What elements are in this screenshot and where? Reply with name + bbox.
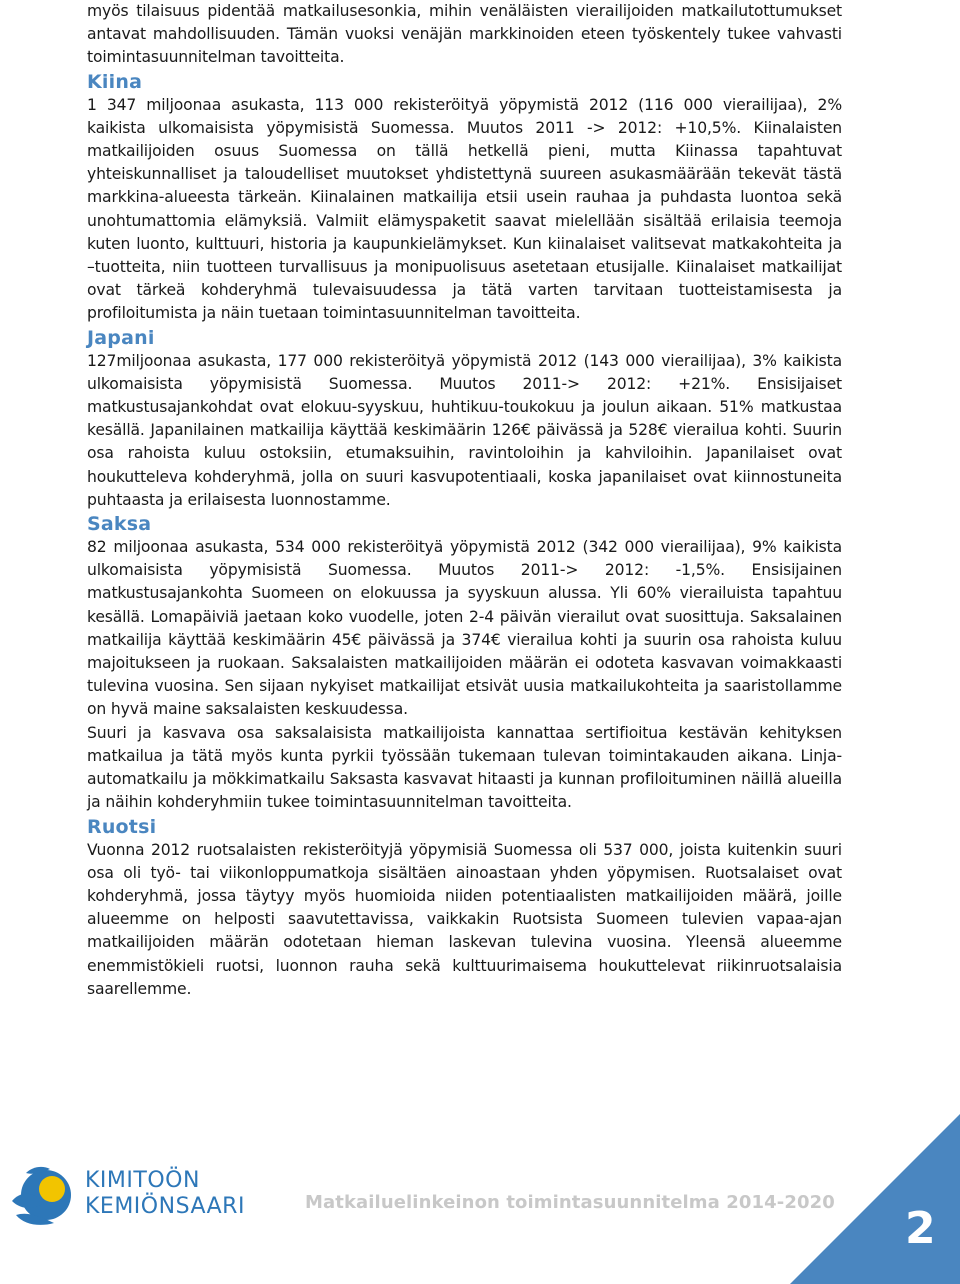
paragraph-kiina: 1 347 miljoonaa asukasta, 113 000 rekisteröityä yöpymistä 2012 (116 000 vierailijaa), 2% kaikista ulkomaisista yöpymisistä Suomessa. Muutos 2011 -> 2012: +10,5%. Kiinalaisten matkailijoiden osuus Suomessa on tällä hetkellä pieni, mutta Kiinassa tapahtuvat yhteiskunnalliset ja taloudelliset muutokset yhdistettynä suureen asukasmäärään tekevät tästä markkina-alueesta tärkeän. Kiinalainen matkailija etsii usein rauhaa ja puhdasta luontoa sekä unohtumattomia elämyksiä. Valmiit elämyspaketit saavat mielellään sisältää erilaisia teemoja kuten luonto, kulttuuri, historia ja kaupunkielämykset. Kun kiinalaiset valitsevat matkakohteita ja –tuotteita, niin tuotteen turvallisuus ja monipuolisuus asetetaan etusijalle. Kiinalaiset matkailijat ovat tärkeä kohderyhmä tulevaisuudessa ja tätä varten tarvitaan tuotteistamisesta ja profiloitumista ja näin tuetaan toimintasuunnitelman tavoitteita.: [87, 95, 842, 323]
logo-text-kimitoon: KIMITOÖN: [85, 1168, 200, 1193]
paragraph-saksa-1: 82 miljoonaa asukasta, 534 000 rekisteröityä yöpymistä 2012 (342 000 vierailijaa), 9% kaikista ulkomaisista yöpymisistä Suomessa. Muutos 2011-> 2012: -1,5%. Ensisijainen matkustusajankohta Suomeen on elokuussa ja syyskuun alussa. Yli 60% vierailuista tapahtuu kesällä. Lomapäiviä jaetaan koko vuodelle, joten 2-4 päivän vierailut ovat suosittuja. Saksalainen matkailija käyttää keskimäärin 45€ päivässä ja 374€ vierailua kohti ja suurin osa rahoista kuluu majoitukseen ja ruokaan. Saksalaisten matkailijoiden määrän ei odoteta kasvavan voimakkaasti tulevina vuosina. Sen sijaan nykyiset matkailijat etsivät uusia matkailukohteita ja saaristollamme on hyvä maine saksalaisten keskuudessa.: [87, 538, 842, 719]
logo-text-kemionsaari: KEMIÖNSAARI: [85, 1194, 245, 1219]
paragraph-ruotsi: Vuonna 2012 ruotsalaisten rekisteröityjä yöpymisiä Suomessa oli 537 000, joista kuitenkin suuri osa oli työ- tai viikonloppumatkoja sisältäen ainoastaan yhden yöpymisen. Ruotsalaiset ovat kohderyhmä, jossa täytyy myös huomioida niiden potentiaalisten matkailijoiden määrä, joille alueemme on helposti saavutettavissa, vaikkakin Ruotsista Suomeen tulevien vapaa-ajan matkailijoiden määrän odotetaan hieman laskevan tulevina vuosina. Yleensä alueemme enemmistökieli ruotsi, luonnon rauha sekä kulttuurimaisema houkuttelevat riikinruotsalaisia saarellemme.: [87, 840, 842, 998]
heading-saksa: Saksa: [87, 513, 152, 536]
page-corner-triangle: [790, 1114, 960, 1284]
intro-paragraph: myös tilaisuus pidentää matkailusesonkia, mihin venäläisten vierailijoiden matkailutottumukset antavat mahdollisuuden. Tämän vuoksi venäjän markkinoiden eteen työskentely tukee vahvasti toimintasuunnitelman tavoitteita.: [87, 2, 842, 67]
kimitoon-kemionsaari-logo: [6, 1161, 246, 1231]
heading-ruotsi: Ruotsi: [87, 815, 157, 838]
footer-document-title: Matkailuelinkeinon toimintasuunnitelma 2014-2020: [305, 1192, 835, 1213]
paragraph-japani: 127miljoonaa asukasta, 177 000 rekisteröityä yöpymistä 2012 (143 000 vierailijaa), 3% kaikista ulkomaisista yöpymisistä Suomessa. Muutos 2011-> 2012: +21%. Ensisijaiset matkustusajankohdat ovat elokuu-syyskuu, huhtikuu-toukokuu ja joulun aikaan. 51% matkustaa kesällä. Japanilainen matkailija käyttää keskimäärin 126€ päivässä ja 528€ vierailua kohti. Suurin osa rahoista kuluu ostoksiin, etumaksuihin, ravintoloihin ja kahviloihin. Japanilaiset ovat houkutteleva kohderyhmä, jolla on suuri kasvupotentiaali, koska japanilaiset ovat kiinnostuneita puhtaasta ja erilaisesta luonnostamme.: [87, 351, 842, 509]
heading-japani: Japani: [87, 326, 155, 349]
document-body: [87, 0, 842, 1001]
heading-kiina: Kiina: [87, 70, 143, 93]
page-number: 2: [905, 1203, 936, 1254]
paragraph-saksa-2: Suuri ja kasvava osa saksalaisista matkailijoista kannattaa sertifioitua kestävän kehityksen matkailua ja tätä myös kunta pyrkii työssään tukemaan tulevan toimintakauden aikana. Linja-automatkailu ja mökkimatkailu Saksasta kasvavat hitaasti ja kunnan profiloituminen näillä alueilla ja näihin kohderyhmiin tukee toimintasuunnitelman tavoitteita.: [87, 723, 842, 812]
logo-emblem-icon: [6, 1161, 82, 1231]
